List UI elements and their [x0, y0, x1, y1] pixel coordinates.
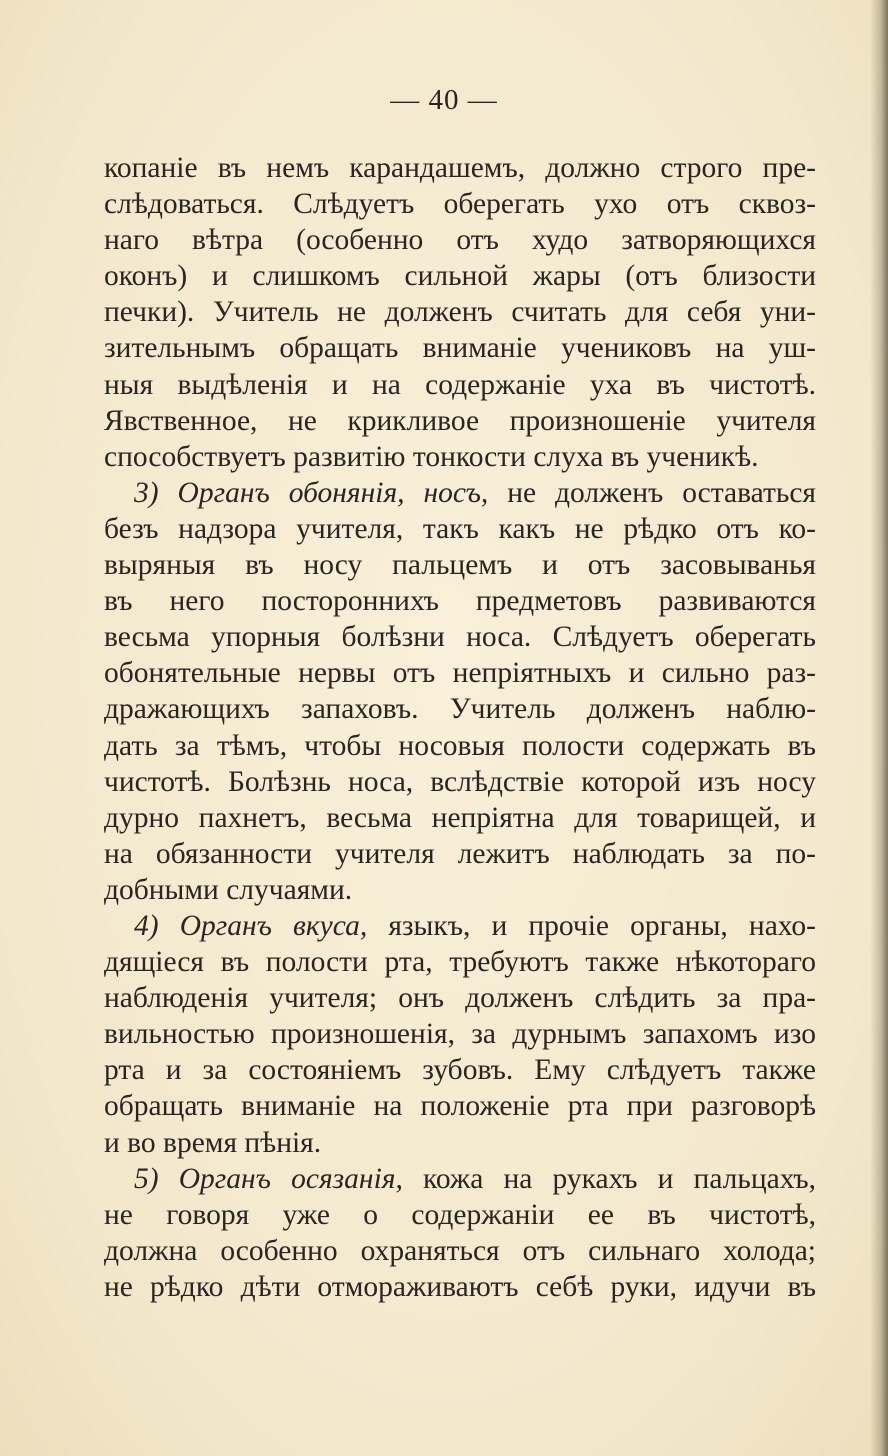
- text-line: [104, 1269, 816, 1305]
- line-text: выряныя въ носу пальцемъ и отъ засовыванья: [104, 549, 816, 582]
- line-text: кожа на рукахъ и пальцахъ,: [402, 1162, 816, 1195]
- text-line: [104, 655, 816, 691]
- text-line: [104, 367, 816, 403]
- line-text: дурно пахнетъ, весьма непріятна для товарищей, и: [104, 801, 816, 834]
- body-text: [104, 150, 816, 1305]
- line-text: и во время пѣнія.: [104, 1126, 322, 1159]
- line-text: вильностью произношенія, за дурнымъ запахомъ изо: [104, 1018, 816, 1051]
- text-line: [104, 1233, 816, 1269]
- text-line: [104, 800, 816, 836]
- line-text: обращать вниманіе на положеніе рта при разговорѣ: [104, 1090, 816, 1123]
- text-line: [104, 1197, 816, 1233]
- line-text: дать за тѣмъ, чтобы носовыя полости содержать въ: [104, 729, 816, 762]
- text-line: [104, 728, 816, 764]
- line-text: способствуетъ развитію тонкости слуха въ ученикѣ.: [104, 440, 759, 473]
- text-line: [104, 908, 816, 944]
- text-line: [104, 330, 816, 366]
- text-line: [104, 439, 816, 475]
- section-heading: 5) Органъ осязанія,: [134, 1162, 403, 1195]
- line-text: ныя выдѣленія и на содержаніе уха въ чистотѣ.: [104, 368, 816, 401]
- text-line: [104, 222, 816, 258]
- line-text: копаніе въ немъ карандашемъ, должно строго пре-: [104, 152, 816, 184]
- line-text: не долженъ оставаться: [488, 476, 816, 509]
- page-spine-shadow: [870, 0, 888, 1456]
- text-line: [104, 150, 816, 186]
- line-text: языкъ, и прочіе органы, нахо-: [367, 909, 816, 942]
- line-text: на обязанности учителя лежитъ наблюдать за по-: [104, 837, 816, 870]
- text-line: [104, 1088, 816, 1124]
- line-text: добными случаями.: [104, 873, 353, 906]
- text-line: [104, 186, 816, 222]
- text-line: [104, 475, 816, 511]
- line-text: наго вѣтра (особенно отъ худо затворяющихся: [104, 224, 816, 257]
- line-text: наблюденія учителя; онъ долженъ слѣдить за пра-: [104, 982, 816, 1015]
- line-text: дражающихъ запаховъ. Учитель долженъ наблю-: [104, 693, 816, 726]
- line-text: безъ надзора учителя, такъ какъ не рѣдко отъ ко-: [104, 512, 816, 545]
- text-line: [104, 403, 816, 439]
- line-text: рта и за состояніемъ зубовъ. Ему слѣдуетъ также: [104, 1054, 816, 1087]
- line-text: зительнымъ обращать вниманіе учениковъ на уш-: [104, 332, 816, 365]
- line-text: должна особенно охраняться отъ сильнаго холода;: [104, 1234, 816, 1267]
- text-line: [104, 619, 816, 655]
- text-line: [104, 511, 816, 547]
- text-line: [104, 1052, 816, 1088]
- text-line: [104, 258, 816, 294]
- line-text: чистотѣ. Болѣзнь носа, вслѣдствіе которой изъ носу: [104, 765, 816, 798]
- text-line: [104, 764, 816, 800]
- text-line: [104, 547, 816, 583]
- text-line: [104, 1016, 816, 1052]
- line-text: обонятельные нервы отъ непріятныхъ и сильно раз-: [104, 657, 816, 690]
- line-text: оконъ) и слишкомъ сильной жары (отъ близости: [104, 260, 816, 293]
- text-line: [104, 691, 816, 727]
- line-text: дящіеся въ полости рта, требуютъ также нѣкотораго: [104, 946, 816, 979]
- line-text: не говоря уже о содержаніи ее въ чистотѣ,: [104, 1198, 816, 1231]
- text-line: [104, 944, 816, 980]
- line-text: печки). Учитель не долженъ считать для себя уни-: [104, 296, 816, 329]
- section-heading: 4) Органъ вкуса,: [134, 909, 368, 942]
- line-text: Явственное, не крикливое произношеніе учителя: [104, 404, 816, 437]
- line-text: въ него постороннихъ предметовъ развиваются: [104, 585, 816, 618]
- line-text: слѣдоваться. Слѣдуетъ оберегать ухо отъ сквоз-: [104, 188, 816, 221]
- text-line: [104, 1125, 816, 1161]
- text-line: [104, 294, 816, 330]
- page-number: — 40 —: [390, 84, 498, 116]
- line-text: весьма упорныя болѣзни носа. Слѣдуетъ оберегать: [104, 621, 816, 654]
- text-line: [104, 1161, 816, 1197]
- text-line: [104, 836, 816, 872]
- text-line: [104, 872, 816, 908]
- section-heading: 3) Органъ обонянія, носъ,: [134, 476, 489, 509]
- text-line: [104, 583, 816, 619]
- text-line: [104, 980, 816, 1016]
- line-text: не рѣдко дѣти отмораживаютъ себѣ руки, идучи въ: [104, 1270, 816, 1303]
